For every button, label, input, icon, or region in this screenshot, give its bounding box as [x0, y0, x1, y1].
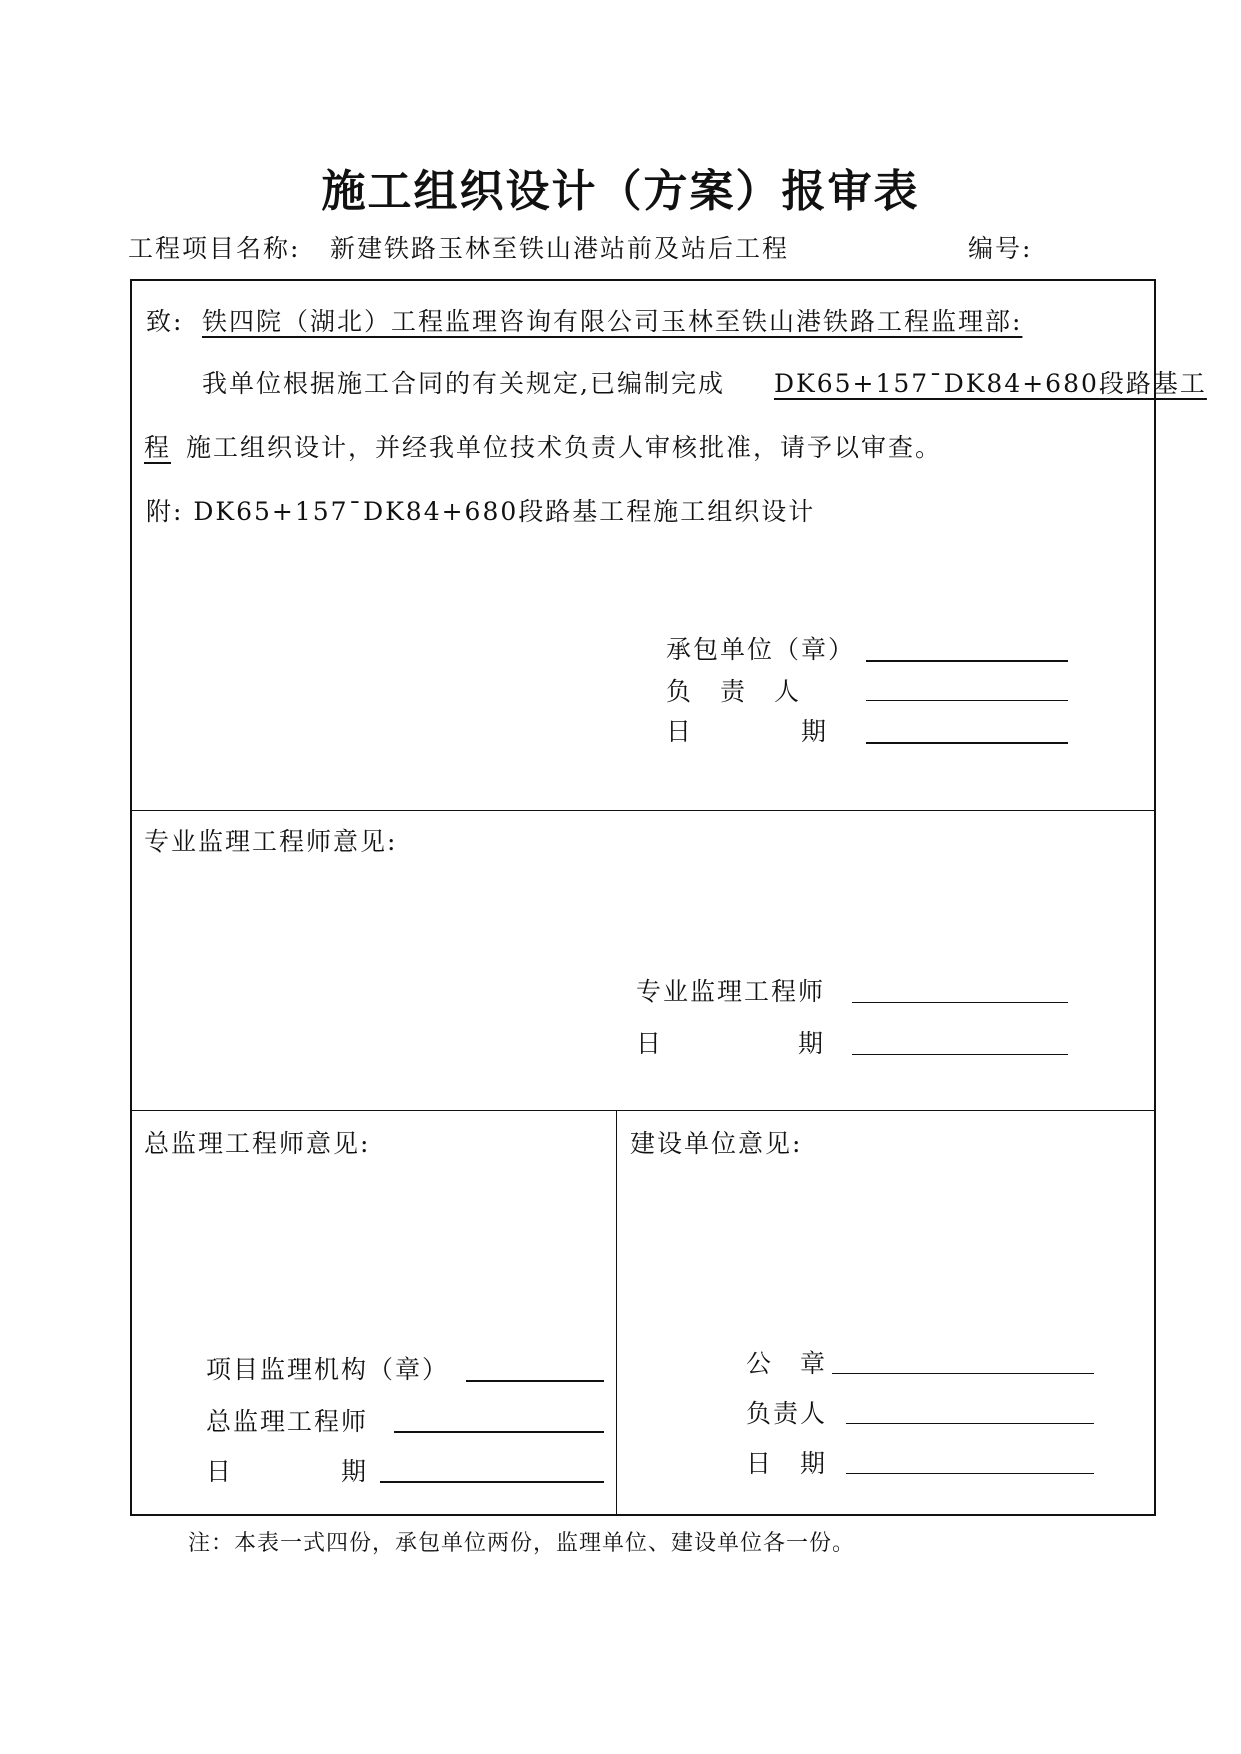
sign-responsible-line	[866, 700, 1068, 701]
engineer-sign-label: 专业监理工程师	[636, 977, 826, 1006]
body-text-line1: 我单位根据施工合同的有关规定,已编制完成	[202, 369, 725, 398]
sign-contractor-line	[866, 660, 1068, 662]
divider-section2	[130, 1110, 1156, 1111]
project-name: 新建铁路玉林至铁山港站前及站后工程	[330, 234, 790, 263]
chief-date-line	[380, 1481, 604, 1483]
body-section-range: DK65+157¯DK84+680段路基工	[774, 369, 1207, 398]
chief-engineer-label: 总监理工程师	[206, 1407, 369, 1436]
owner-responsible-label: 负责人	[746, 1399, 828, 1428]
chief-engineer-line	[394, 1431, 604, 1433]
divider-section1	[130, 810, 1156, 811]
supervision-org-label: 项目监理机构（章）	[206, 1355, 450, 1384]
chief-date-label: 日 期	[206, 1457, 369, 1486]
engineer-sign-line	[852, 1002, 1068, 1003]
owner-date-line	[846, 1473, 1094, 1474]
engineer-date-line	[852, 1054, 1068, 1055]
to-label: 致:	[146, 307, 184, 336]
body-text-line2: 施工组织设计，并经我单位技术负责人审核批准，请予以审查。	[186, 433, 943, 462]
owner-seal-label: 公 章	[746, 1349, 828, 1378]
body-section-range-cont: 程	[144, 433, 172, 462]
form-table	[130, 279, 1156, 1516]
chief-opinion-heading: 总监理工程师意见:	[144, 1129, 371, 1158]
sign-date-label: 日 期	[666, 717, 829, 746]
engineer-date-label: 日 期	[636, 1029, 826, 1058]
to-recipient: 铁四院（湖北）工程监理咨询有限公司玉林至铁山港铁路工程监理部:	[202, 307, 1023, 336]
sign-responsible-label: 负 责 人	[666, 677, 802, 706]
page-title: 施工组织设计（方案）报审表	[321, 166, 920, 217]
sign-contractor-label: 承包单位（章）	[666, 635, 856, 664]
owner-opinion-heading: 建设单位意见:	[630, 1129, 803, 1158]
divider-vertical	[616, 1110, 617, 1516]
owner-seal-line	[832, 1373, 1094, 1374]
supervision-org-line	[466, 1380, 604, 1382]
attachment: 附: DK65+157¯DK84+680段路基工程施工组织设计	[146, 497, 816, 526]
sign-date-line	[866, 742, 1068, 744]
engineer-opinion-heading: 专业监理工程师意见:	[144, 827, 398, 856]
owner-date-label: 日 期	[746, 1449, 828, 1478]
project-label: 工程项目名称:	[128, 234, 301, 263]
owner-responsible-line	[846, 1423, 1094, 1424]
number-label: 编号:	[968, 234, 1033, 263]
footnote: 注：本表一式四份，承包单位两份，监理单位、建设单位各一份。	[188, 1531, 856, 1556]
